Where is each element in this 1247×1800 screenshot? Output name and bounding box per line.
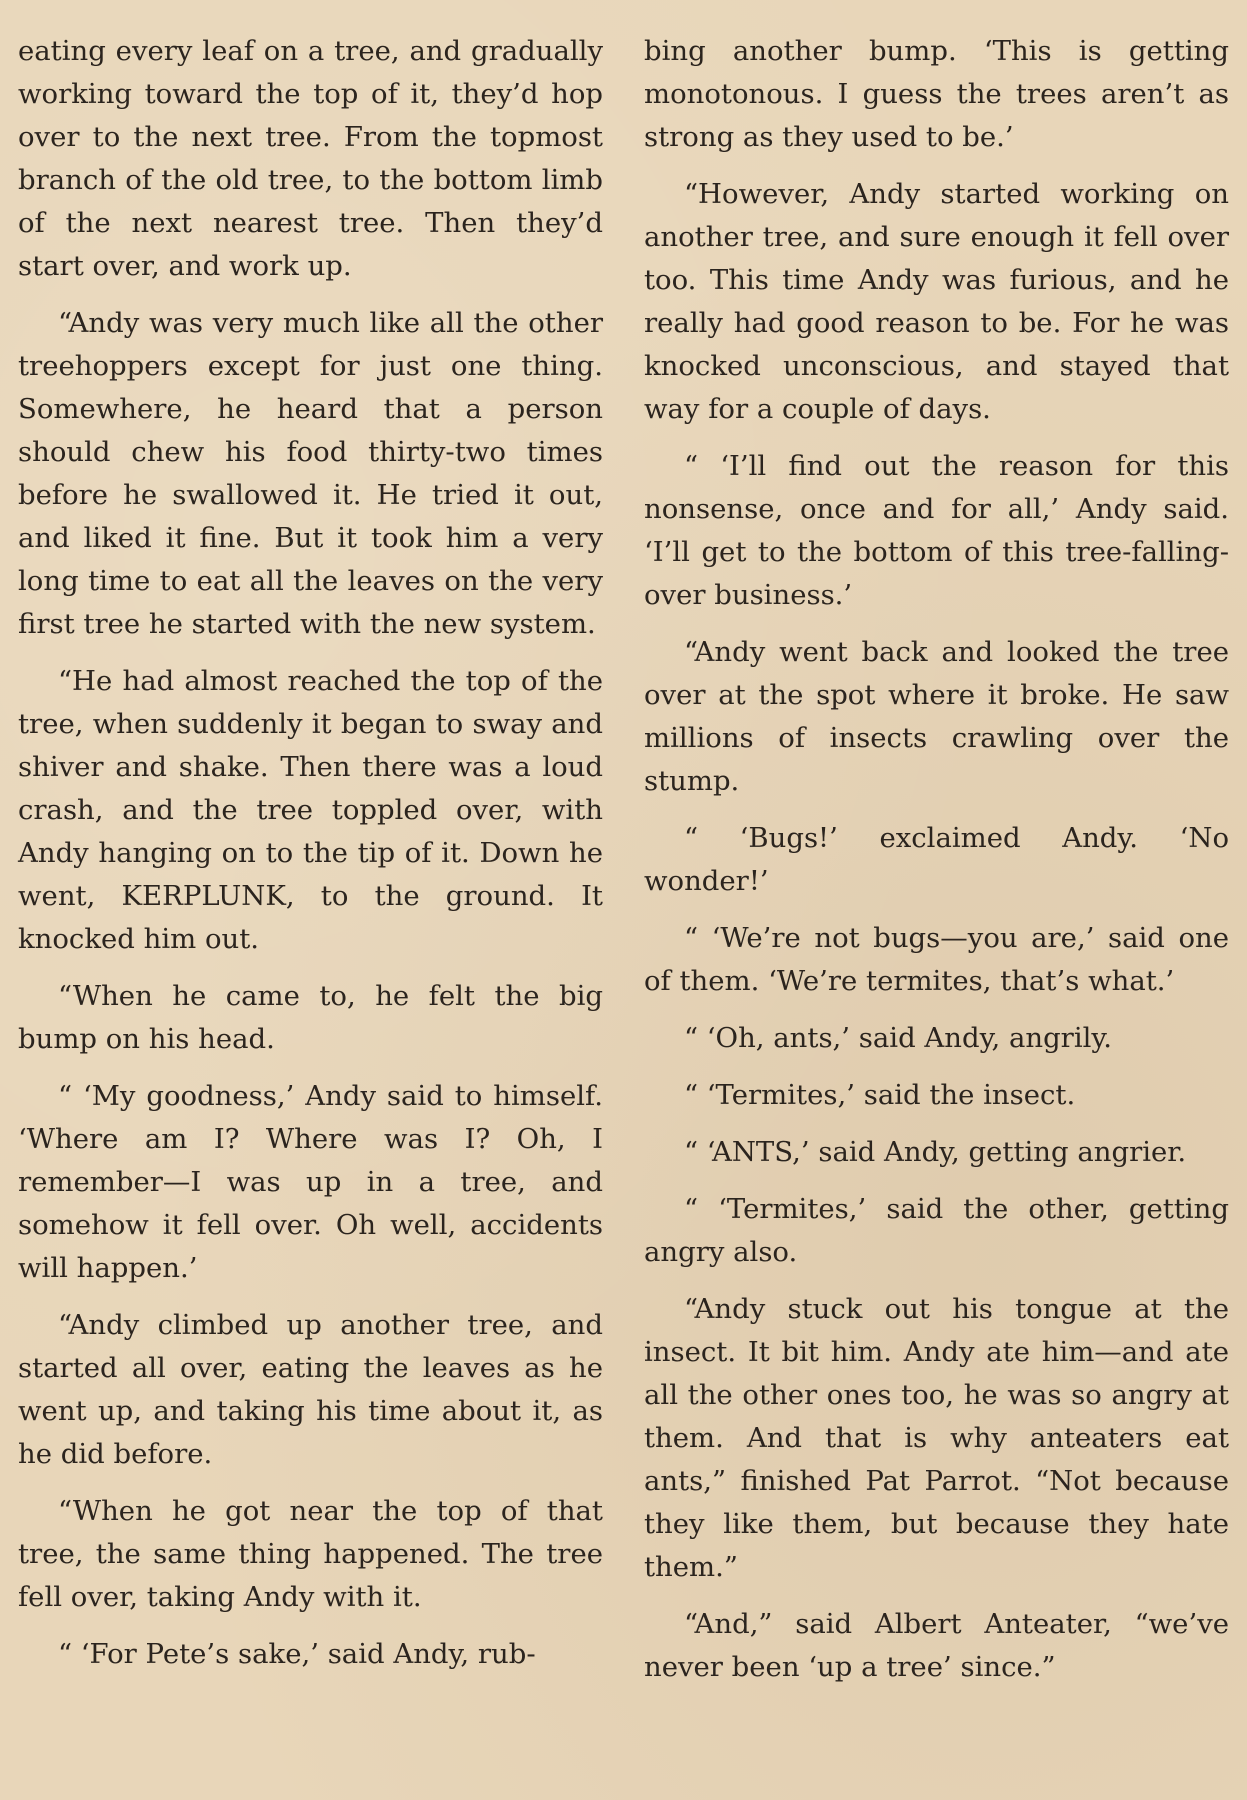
paragraph: bing another bump. ‘This is getting monotonous. I guess the trees aren’t as strong as they used to be.’ bbox=[644, 35, 1229, 153]
paragraph: “When he came to, he felt the big bump on his head. bbox=[18, 980, 603, 1055]
right-column bbox=[644, 30, 1229, 1689]
paragraph: “When he got near the top of that tree, the same thing happened. The tree fell over, taking Andy with it. bbox=[18, 1495, 603, 1613]
paragraph: “Andy went back and looked the tree over at the spot where it broke. He saw millions of insects crawling over the stump. bbox=[644, 636, 1229, 797]
paragraph: “Andy stuck out his tongue at the insect. It bit him. Andy ate him—and ate all the other ones too, he was so angry at them. And that is why anteaters eat ants,” finished Pat Parrot. “Not because they like them, but because they hate them.” bbox=[644, 1293, 1229, 1583]
paragraph: “ ‘Bugs!’ exclaimed Andy. ‘No wonder!’ bbox=[644, 822, 1229, 897]
paragraph: “ ‘For Pete’s sake,’ said Andy, rub- bbox=[58, 1638, 536, 1670]
paragraph: “ ‘Oh, ants,’ said Andy, angrily. bbox=[684, 1022, 1113, 1054]
paragraph: “ ‘Termites,’ said the insect. bbox=[684, 1079, 1076, 1111]
paragraph: “ ‘Termites,’ said the other, getting angry also. bbox=[644, 1193, 1229, 1268]
paragraph: “ ‘I’ll find out the reason for this nonsense, once and for all,’ Andy said. ‘I’ll get to the bottom of this tree-falling-over business.’ bbox=[644, 450, 1229, 611]
paragraph: “ ‘We’re not bugs—you are,’ said one of them. ‘We’re termites, that’s what.’ bbox=[644, 922, 1229, 997]
paragraph: eating every leaf on a tree, and gradually working toward the top of it, they’d hop over to the next tree. From the topmost branch of the old tree, to the bottom limb of the next nearest tree. Then they’d start over, and work up. bbox=[18, 35, 603, 282]
paragraph: “Andy climbed up another tree, and started all over, eating the leaves as he went up, and taking his time about it, as he did before. bbox=[18, 1309, 603, 1470]
paragraph: “ ‘ANTS,’ said Andy, getting angrier. bbox=[684, 1136, 1187, 1168]
left-column bbox=[18, 30, 603, 1676]
paragraph: “He had almost reached the top of the tree, when suddenly it began to sway and shiver and shake. Then there was a loud crash, and the tree toppled over, with Andy hanging on to the tip of it. Down he went, KERPLUNK, to the ground. It knocked him out. bbox=[18, 665, 603, 955]
paragraph: “Andy was very much like all the other treehoppers except for just one thing. Somewhere, he heard that a person should chew his food thirty-two times before he swallowed it. He tried it out, and liked it fine. But it took him a very long time to eat all the leaves on the very first tree he started with the new system. bbox=[18, 307, 603, 640]
paragraph: “ ‘My goodness,’ Andy said to himself. ‘Where am I? Where was I? Oh, I remember—I was up in a tree, and somehow it fell over. Oh well, accidents will happen.’ bbox=[18, 1080, 603, 1284]
paragraph: “However, Andy started working on another tree, and sure enough it fell over too. This time Andy was furious, and he really had good reason to be. For he was knocked unconscious, and stayed that way for a couple of days. bbox=[644, 178, 1229, 425]
paragraph: “And,” said Albert Anteater, “we’ve never been ‘up a tree’ since.” bbox=[644, 1608, 1229, 1683]
